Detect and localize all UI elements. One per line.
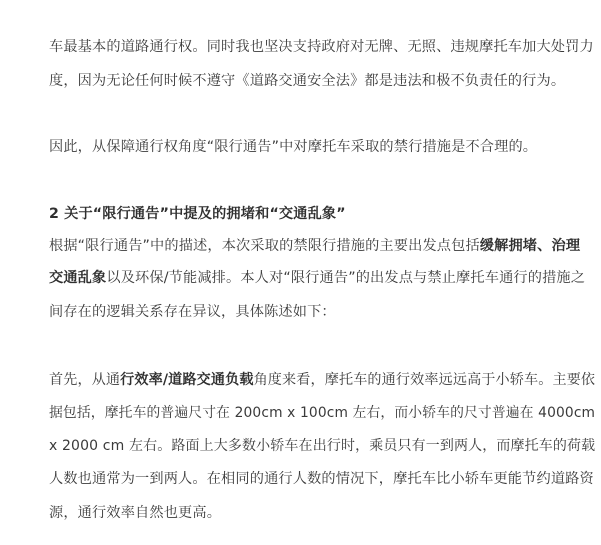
section-2-heading: 2 关于“限行通告”中提及的拥堵和“交通乱象” (49, 206, 346, 222)
paragraph-4-line-4: 人数也通常为一到两人。在相同的通行人数的情况下，摩托车比小轿车更能节约道路资 (49, 471, 594, 487)
paragraph-1-line-1: 车最基本的道路通行权。同时我也坚决支持政府对无牌、无照、违规摩托车加大处罚力 (49, 39, 594, 55)
paragraph-4-line-3: x 2000 cm 左右。路面上大多数小轿车在出行时，乘员只有一到两人，而摩托车的荷载 (49, 438, 596, 454)
paragraph-4-line-1-bold: 行效率/道路交通负载 (120, 372, 254, 388)
paragraph-1-line-2: 度，因为无论任何时候不遵守《道路交通安全法》都是违法和极不负责任的行为。 (49, 73, 566, 89)
section-2-line-2-text: 以及环保/节能减排。本人对“限行通告”的出发点与禁止摩托车通行的措施之 (106, 270, 586, 286)
paragraph-4-line-2: 据包括，摩托车的普遍尺寸在 200cm x 100cm 左右，而小轿车的尺寸普遍在 4000cm (49, 405, 596, 421)
section-2-line-1 (49, 236, 580, 256)
section-2-line-1-bold: 缓解拥堵、治理 (479, 238, 581, 254)
section-2-line-1-text: 根据“限行通告”中的描述，本次采取的禁限行措施的主要出发点包括 (49, 238, 480, 254)
paragraph-4-line-1-text: 首先，从通 (49, 372, 121, 388)
paragraph-4-line-1-rest: 角度来看，摩托车的通行效率远远高于小轿车。主要依 (253, 372, 596, 388)
paragraph-2-line-1: 因此，从保障通行权角度“限行通告”中对摩托车采取的禁行措施是不合理的。 (49, 139, 538, 155)
section-2-line-3: 间存在的逻辑关系存在异议，具体陈述如下： (49, 304, 336, 320)
paragraph-4-line-5: 源，通行效率自然也更高。 (49, 505, 222, 521)
section-2-line-2-bold: 交通乱象 (49, 270, 107, 286)
paragraph-4-line-1 (49, 370, 595, 390)
section-2-line-2 (49, 268, 585, 288)
